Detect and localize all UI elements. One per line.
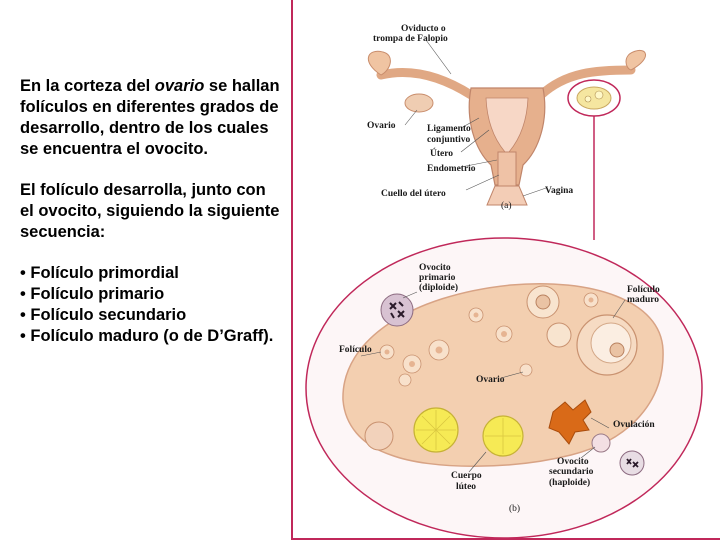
old-corpus <box>365 422 393 450</box>
reproductive-figure <box>291 0 720 540</box>
mature-follicle-antrum <box>591 323 631 363</box>
mature-label-1: Folículo <box>627 285 660 295</box>
oocyte2-label-1: Ovocito <box>557 457 589 467</box>
sequence-item-mature: • Folículo maduro (o de D’Graff). <box>20 327 274 345</box>
ovary-label-a: Ovario <box>367 121 396 131</box>
corpus-label-1: Cuerpo <box>451 471 482 481</box>
primary-oocyte-cell <box>381 294 413 326</box>
ovary-label-b: Ovario <box>476 375 505 385</box>
oocyte2-label-2: secundario <box>549 467 594 477</box>
mature-follicle-oocyte <box>610 343 624 357</box>
intro-text-start: En la corteza del <box>20 77 155 95</box>
ligament-label-1: Ligamento <box>427 124 471 134</box>
oviduct-label-2: trompa de Falopio <box>373 34 448 44</box>
oocyte1-label-3: (diploide) <box>419 283 459 293</box>
corpus-label-2: lúteo <box>456 482 477 492</box>
follicle-label: Folículo <box>339 345 372 355</box>
growing-follicle <box>547 323 571 347</box>
left-oviduct <box>381 72 471 95</box>
oocyte2-label-3: (haploide) <box>549 478 591 488</box>
intro-text-end: se hallan folículos en diferentes grados de desarrollo, dentro de los cuales se encuentra el ovocito. <box>20 77 280 158</box>
ovary-follicle-small <box>585 96 591 102</box>
ligament-label-2: conjuntivo <box>427 135 471 145</box>
follicle-sequence-list <box>20 263 282 347</box>
oviduct-label-1: Oviducto o <box>401 24 446 34</box>
sequence-item-secondary: • Folículo secundario <box>20 306 187 324</box>
left-ovary <box>405 94 433 112</box>
diagram-b-tag: (b) <box>509 504 521 514</box>
ovary-diagram <box>306 238 702 538</box>
ovulation-label: Ovulación <box>613 420 655 430</box>
released-oocyte <box>592 434 610 452</box>
sequence-intro: El folículo desarrolla, junto con el ovocito, siguiendo la siguiente secuencia: <box>20 181 280 241</box>
endometrium-label: Endometrio <box>427 164 476 174</box>
intro-paragraph <box>20 76 282 160</box>
oocyte1-label-1: Ovocito <box>419 263 451 273</box>
right-ovary <box>577 87 611 109</box>
ovary-follicle-large <box>595 91 603 99</box>
cervix <box>498 152 516 186</box>
figure-svg <box>291 0 720 540</box>
diagram-a-tag: (a) <box>501 201 512 211</box>
mature-label-2: maduro <box>627 295 660 305</box>
intro-text-ovary: ovario <box>154 77 205 95</box>
vagina-label: Vagina <box>545 186 574 196</box>
text-panel <box>20 76 282 347</box>
secondary-oocyte-cell <box>620 451 644 475</box>
uterus-diagram <box>367 24 646 240</box>
uterus-label: Útero <box>430 149 454 159</box>
sequence-item-primordial: • Folículo primordial <box>20 264 179 282</box>
right-fimbriae <box>626 50 646 70</box>
sequence-item-primary: • Folículo primario <box>20 285 165 303</box>
secondary-follicle-oocyte <box>536 295 550 309</box>
cervix-label: Cuello del útero <box>381 189 446 199</box>
oocyte1-label-2: primario <box>419 273 456 283</box>
